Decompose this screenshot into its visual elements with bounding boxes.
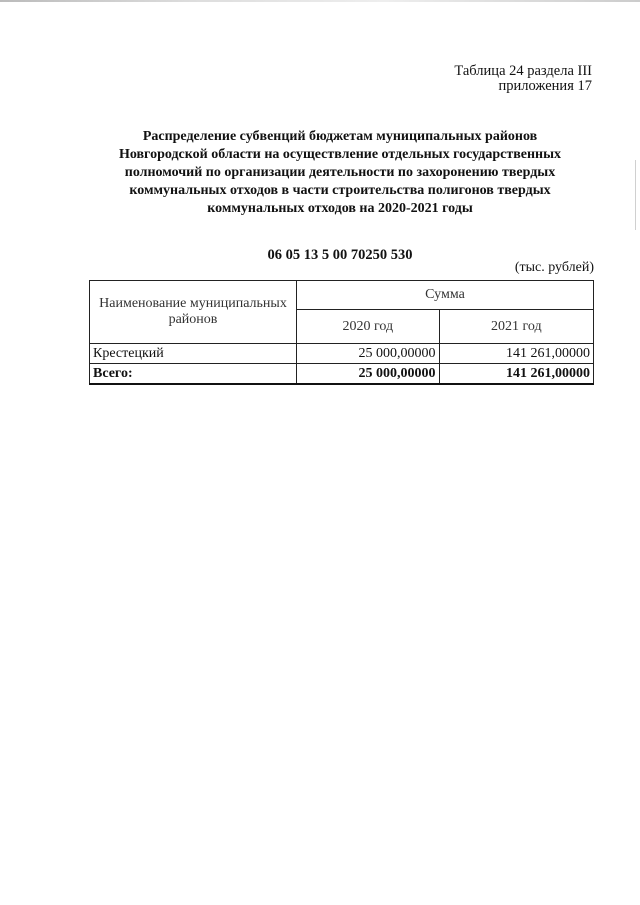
document-title: [70, 128, 610, 218]
units-note: (тыс. рублей): [514, 260, 594, 275]
table-reference: [454, 64, 592, 94]
table-reference-line2: приложения 17: [498, 78, 592, 94]
header-name-col: Наименование муниципальных районов: [90, 281, 297, 344]
title-line1: Распределение субвенций бюджетам муниципальных районов: [142, 129, 538, 144]
row-value-2020: 25 000,00000: [297, 344, 440, 364]
header-sum: Сумма: [297, 281, 594, 310]
budget-code: 06 05 13 5 00 70250 530: [267, 247, 413, 263]
scan-edge-top: [0, 0, 640, 2]
table-reference-line1: Таблица 24 раздела III: [454, 63, 592, 79]
total-value-2021: 141 261,00000: [439, 364, 593, 385]
table-total-row: [90, 364, 594, 385]
scan-edge-right: [635, 160, 636, 230]
total-label: Всего:: [90, 364, 297, 385]
title-line3: полномочий по организации деятельности по захоронению твердых: [124, 165, 556, 180]
subsidy-table: [89, 280, 594, 385]
table-header-row: [90, 281, 594, 310]
row-value-2021: 141 261,00000: [439, 344, 593, 364]
title-line4: коммунальных отходов в части строительства полигонов твердых: [129, 183, 551, 198]
header-year-2020: 2020 год: [297, 310, 440, 344]
table-row: [90, 344, 594, 364]
header-year-2021: 2021 год: [439, 310, 593, 344]
total-value-2020: 25 000,00000: [297, 364, 440, 385]
row-district-name: Крестецкий: [90, 344, 297, 364]
title-line2: Новгородской области на осуществление отдельных государственных: [118, 147, 562, 162]
title-line5: коммунальных отходов на 2020-2021 годы: [207, 201, 473, 216]
